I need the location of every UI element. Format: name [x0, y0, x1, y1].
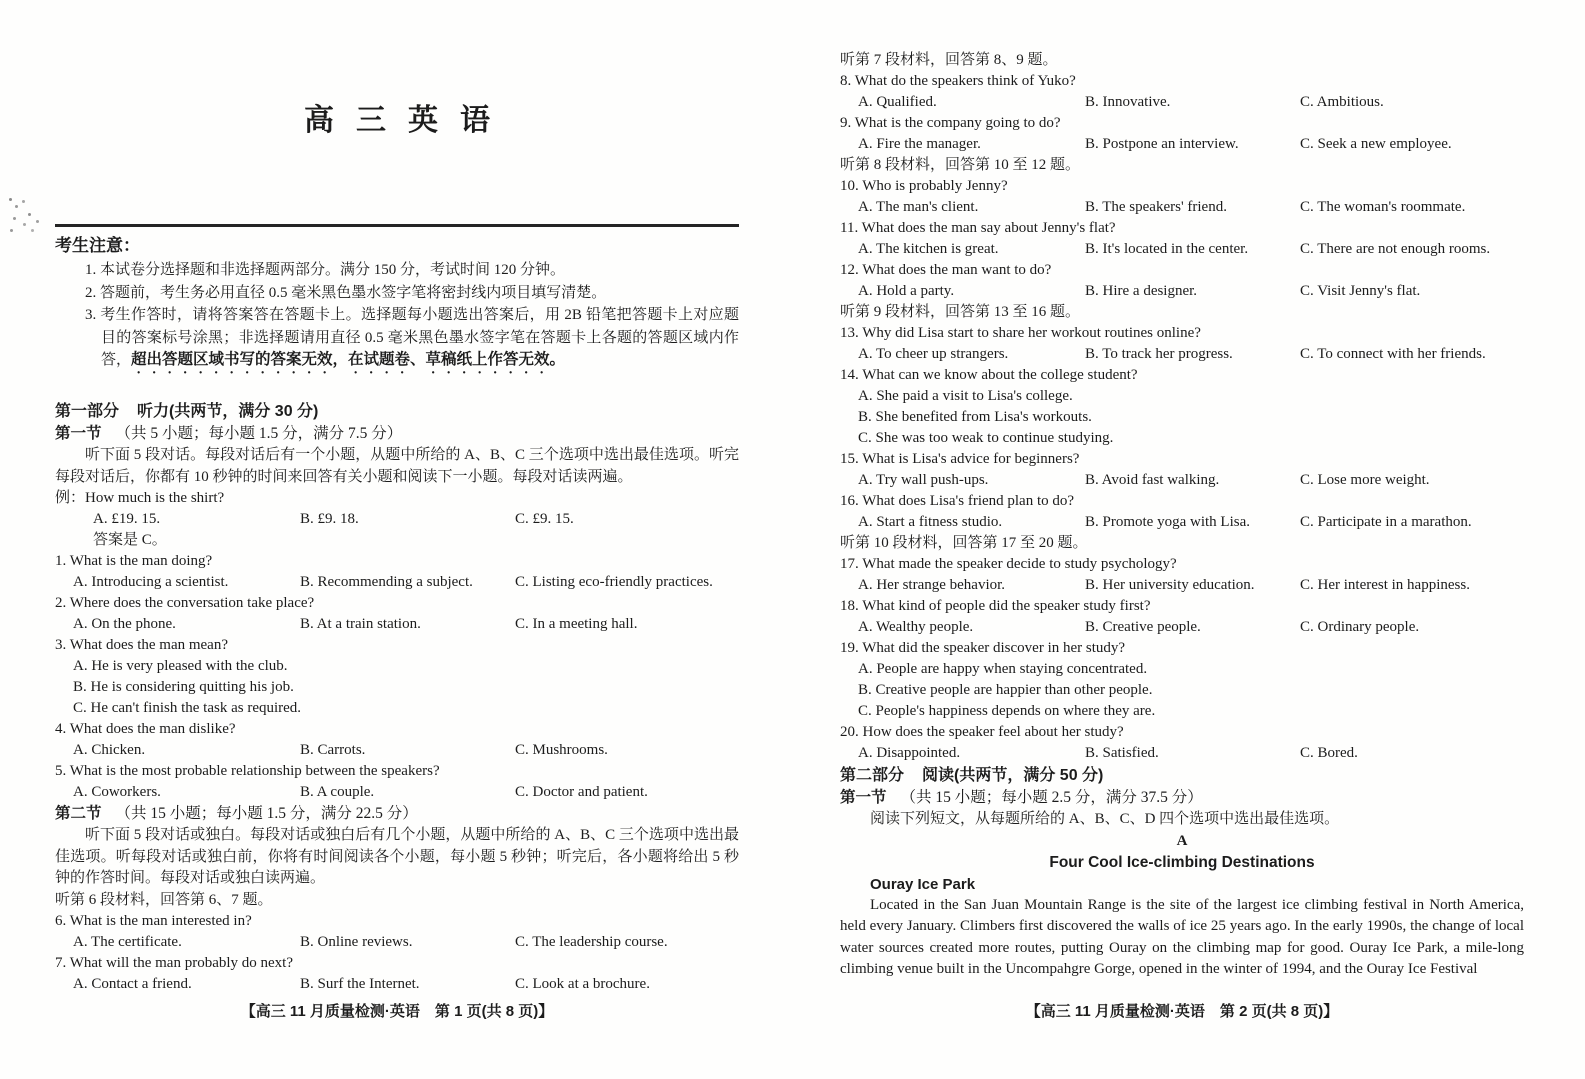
question: [840, 113, 1524, 155]
option: B. To track her progress.: [1085, 346, 1233, 362]
option: A. Qualified.: [858, 94, 937, 110]
material-line: 听第 6 段材料，回答第 6、7 题。: [55, 891, 273, 908]
question: [55, 911, 739, 953]
question: [840, 722, 1524, 764]
question-prompt: 14. What can we know about the college student?: [840, 367, 1138, 383]
part2-heading: [840, 765, 1524, 787]
option: C. He can't finish the task as required.: [73, 700, 302, 716]
option: A. Disappointed.: [858, 745, 961, 761]
question: [840, 218, 1524, 260]
notice-item-3-emphasis: 超出答题区域书写的答案无效，在试题卷、草稿纸上作答无效。: [131, 351, 566, 368]
part1-section1-heading: [55, 423, 739, 445]
options-row: [840, 575, 1524, 596]
options-row: [840, 743, 1524, 764]
options-row: [840, 281, 1524, 302]
option: C. Bored.: [1300, 745, 1358, 761]
option: A. She paid a visit to Lisa's college.: [858, 388, 1073, 404]
options-row: [55, 974, 739, 995]
question-prompt: 16. What does Lisa's friend plan to do?: [840, 493, 1075, 509]
option: C. The woman's roommate.: [1300, 199, 1466, 215]
question-prompt: 2. Where does the conversation take place?: [55, 595, 315, 611]
notice-item-2: 2. 答题前，考生务必用直径 0.5 毫米黑色墨水签字笔将密封线内项目填写清楚。: [85, 284, 607, 301]
question: [840, 365, 1524, 449]
option: C. Seek a new employee.: [1300, 136, 1452, 152]
part2-instructions: 阅读下列短文，从每题所给的 A、B、C、D 四个选项中选出最佳选项。: [870, 811, 1340, 827]
option: C. To connect with her friends.: [1300, 346, 1486, 362]
options-row: [840, 344, 1524, 365]
section2-questions: [55, 890, 739, 995]
option: B. Online reviews.: [300, 933, 413, 950]
example-option-a: A. £19. 15.: [93, 511, 161, 527]
question-prompt: 1. What is the man doing?: [55, 553, 213, 569]
question: [55, 593, 739, 635]
option: B. Satisfied.: [1085, 745, 1159, 761]
question-prompt: 12. What does the man want to do?: [840, 262, 1052, 278]
part1-detail: 听力(共两节，满分 30 分): [137, 403, 319, 420]
option: A. The man's client.: [858, 199, 979, 215]
question: [840, 596, 1524, 638]
passage-subheading: Ouray Ice Park: [870, 875, 976, 893]
part2-detail: 阅读(共两节，满分 50 分): [922, 767, 1104, 784]
page-2: [840, 0, 1524, 1079]
part2-label: 第二部分: [840, 767, 905, 784]
notice-item-1: 1. 本试卷分选择题和非选择题两部分。满分 150 分，考试时间 120 分钟。: [85, 262, 566, 278]
material-line: 听第 8 段材料，回答第 10 至 12 题。: [840, 157, 1081, 173]
options-row: [840, 512, 1524, 533]
option: C. She was too weak to continue studying.: [858, 430, 1114, 446]
page-1: [55, 0, 739, 1079]
option: A. On the phone.: [73, 616, 176, 632]
option: B. She benefited from Lisa's workouts.: [858, 409, 1092, 425]
option: A. People are happy when staying concentrated.: [858, 661, 1148, 677]
options-row: [840, 197, 1524, 218]
material-line: 听第 9 段材料，回答第 13 至 16 题。: [840, 304, 1081, 320]
option: B. Surf the Internet.: [300, 975, 420, 992]
question-prompt: 15. What is Lisa's advice for beginners?: [840, 451, 1080, 467]
options-row: [840, 92, 1524, 113]
material-line: 听第 10 段材料，回答第 17 至 20 题。: [840, 535, 1088, 551]
question-prompt: 13. Why did Lisa start to share her workout routines online?: [840, 325, 1201, 341]
option: C. Listing eco-friendly practices.: [515, 574, 713, 590]
question: [840, 491, 1524, 533]
option: A. The certificate.: [73, 933, 182, 950]
question: [840, 323, 1524, 365]
options-row: [840, 134, 1524, 155]
option: C. People's happiness depends on where they are.: [858, 703, 1156, 719]
part1-heading: [55, 401, 739, 423]
option: B. A couple.: [300, 784, 375, 800]
option: C. Her interest in happiness.: [1300, 577, 1470, 593]
exam-title: 高三英语: [304, 104, 512, 137]
scan-noise-artifact: [9, 198, 12, 201]
part2-section1-heading: [840, 787, 1524, 809]
option: C. Doctor and patient.: [515, 784, 648, 800]
option: C. Ordinary people.: [1300, 619, 1420, 635]
question: [55, 761, 739, 803]
passage-text: Located in the San Juan Mountain Range is the site of the largest ice climbing festival in North America, held every January. Climbers first discovered the walls of ice 25 years ago. In the early 1990s, the change of local water sources created more routes, putting Ouray on the climbing map for good. Ouray Ice Park, a mile-long climbing venue built in the Uncompahgre Gorge, opened in the winter of 1994, and the Ouray Ice Festival: [840, 897, 1524, 978]
notice-item-3: [55, 304, 739, 377]
options-row: [55, 572, 739, 593]
part1-section2-heading: [55, 803, 739, 825]
question: [55, 953, 739, 995]
question-prompt: 7. What will the man probably do next?: [55, 954, 294, 971]
question-prompt: 5. What is the most probable relationship between the speakers?: [55, 763, 440, 779]
option: C. Ambitious.: [1300, 94, 1384, 110]
option: A. Introducing a scientist.: [73, 574, 229, 590]
question-prompt: 6. What is the man interested in?: [55, 912, 252, 929]
option: A. To cheer up strangers.: [858, 346, 1009, 362]
question-prompt: 10. Who is probably Jenny?: [840, 178, 1008, 194]
option: A. Coworkers.: [73, 784, 161, 800]
options-row: [840, 617, 1524, 638]
option: C. Mushrooms.: [515, 742, 608, 758]
example-options-row: [55, 509, 739, 530]
question-prompt: 20. How does the speaker feel about her study?: [840, 724, 1124, 740]
question: [55, 551, 739, 593]
option: B. The speakers' friend.: [1085, 199, 1227, 215]
part2-section1-detail: （共 15 小题；每小题 2.5 分，满分 37.5 分）: [900, 789, 1203, 806]
question-prompt: 3. What does the man mean?: [55, 637, 228, 653]
example-prompt: 例：How much is the shirt?: [55, 490, 225, 506]
part2-section1-label: 第一节: [840, 789, 887, 806]
option: A. Fire the manager.: [858, 136, 981, 152]
header-rule: [55, 224, 739, 227]
question-prompt: 4. What does the man dislike?: [55, 721, 236, 737]
option: A. Wealthy people.: [858, 619, 974, 635]
candidate-notice: [55, 233, 739, 377]
question: [840, 638, 1524, 722]
options-row: [55, 782, 739, 803]
option: A. Hold a party.: [858, 283, 955, 299]
section1-detail: （共 5 小题；每小题 1.5 分，满分 7.5 分）: [115, 425, 403, 442]
example-option-b: B. £9. 18.: [300, 511, 359, 527]
option: B. At a train station.: [300, 616, 421, 632]
question-prompt: 11. What does the man say about Jenny's flat?: [840, 220, 1116, 236]
option: A. The kitchen is great.: [858, 241, 999, 257]
option: B. He is considering quitting his job.: [73, 679, 294, 695]
question: [840, 449, 1524, 491]
question: [840, 176, 1524, 218]
question-prompt: 19. What did the speaker discover in her study?: [840, 640, 1126, 656]
option: B. Creative people are happier than other people.: [858, 682, 1153, 698]
option: A. Try wall push-ups.: [858, 472, 989, 488]
question: [840, 260, 1524, 302]
option: A. Start a fitness studio.: [858, 514, 1003, 530]
page2-footer: 【高三 11 月质量检测·英语 第 2 页(共 8 页)】: [1025, 1003, 1339, 1020]
page2-questions: [840, 50, 1524, 764]
page1-footer: 【高三 11 月质量检测·英语 第 1 页(共 8 页)】: [240, 1003, 554, 1020]
option: B. Innovative.: [1085, 94, 1171, 110]
option: B. Carrots.: [300, 742, 366, 758]
option: B. Postpone an interview.: [1085, 136, 1239, 152]
option: B. Recommending a subject.: [300, 574, 473, 590]
section1-questions: [55, 551, 739, 803]
option: A. He is very pleased with the club.: [73, 658, 288, 674]
option: B. Hire a designer.: [1085, 283, 1198, 299]
option: C. Look at a brochure.: [515, 975, 650, 992]
question-prompt: 17. What made the speaker decide to study psychology?: [840, 556, 1177, 572]
option: A. Contact a friend.: [73, 975, 192, 992]
notice-item-3-normal: 3. 考生作答时，请将答案答在答题卡上。选择题每小题选出答案后，用 2B 铅笔把答题卡上对应题目的答案标号涂黑；非选择题请用直径 0.5 毫米黑色墨水签字笔在答题卡上各题的答题区域内作答，: [85, 307, 739, 368]
page2-top-margin: [840, 0, 1524, 50]
passage-title: Four Cool Ice-climbing Destinations: [1049, 854, 1315, 871]
question: [55, 635, 739, 719]
section2-label: 第二节: [55, 805, 102, 822]
question: [840, 554, 1524, 596]
question: [840, 71, 1524, 113]
section2-detail: （共 15 小题；每小题 1.5 分，满分 22.5 分）: [115, 805, 418, 822]
question: [55, 719, 739, 761]
example-answer: 答案是 C。: [93, 532, 167, 548]
option: C. Visit Jenny's flat.: [1300, 283, 1421, 299]
option: B. Creative people.: [1085, 619, 1201, 635]
question-prompt: 9. What is the company going to do?: [840, 115, 1061, 131]
option: B. Promote yoga with Lisa.: [1085, 514, 1250, 530]
options-row: [840, 470, 1524, 491]
option: B. It's located in the center.: [1085, 241, 1249, 257]
option: C. Participate in a marathon.: [1300, 514, 1472, 530]
option: A. Chicken.: [73, 742, 146, 758]
question-prompt: 18. What kind of people did the speaker study first?: [840, 598, 1151, 614]
part1-label: 第一部分: [55, 403, 120, 420]
question-prompt: 8. What do the speakers think of Yuko?: [840, 73, 1076, 89]
option: C. There are not enough rooms.: [1300, 241, 1491, 257]
options-row: [840, 239, 1524, 260]
option: C. The leadership course.: [515, 933, 668, 950]
option: C. In a meeting hall.: [515, 616, 638, 632]
section1-instructions: 听下面 5 段对话。每段对话后有一个小题，从题中所给的 A、B、C 三个选项中选出最佳选项。听完每段对话后，你都有 10 秒钟的时间来回答有关小题和阅读下一小题。每段对话读两遍。: [55, 447, 739, 485]
option: B. Avoid fast walking.: [1085, 472, 1220, 488]
options-row: [55, 740, 739, 761]
option: A. Her strange behavior.: [858, 577, 1006, 593]
passage-label: A: [1176, 832, 1188, 849]
material-line: 听第 7 段材料，回答第 8、9 题。: [840, 52, 1058, 68]
notice-title: 考生注意：: [55, 236, 140, 255]
example-option-c: C. £9. 15.: [515, 511, 574, 527]
option: B. Her university education.: [1085, 577, 1255, 593]
section1-label: 第一节: [55, 425, 102, 442]
section2-instructions: 听下面 5 段对话或独白。每段对话或独白后有几个小题，从题中所给的 A、B、C 三个选项中选出最佳选项。听每段对话或独白前，你将有时间阅读各个小题，每小题 5 秒钟；听完后，各小题将给出 5 秒钟的作答时间。每段对话或独白读两遍。: [55, 827, 739, 886]
option: C. Lose more weight.: [1300, 472, 1430, 488]
options-row: [55, 614, 739, 635]
options-row: [55, 932, 739, 953]
